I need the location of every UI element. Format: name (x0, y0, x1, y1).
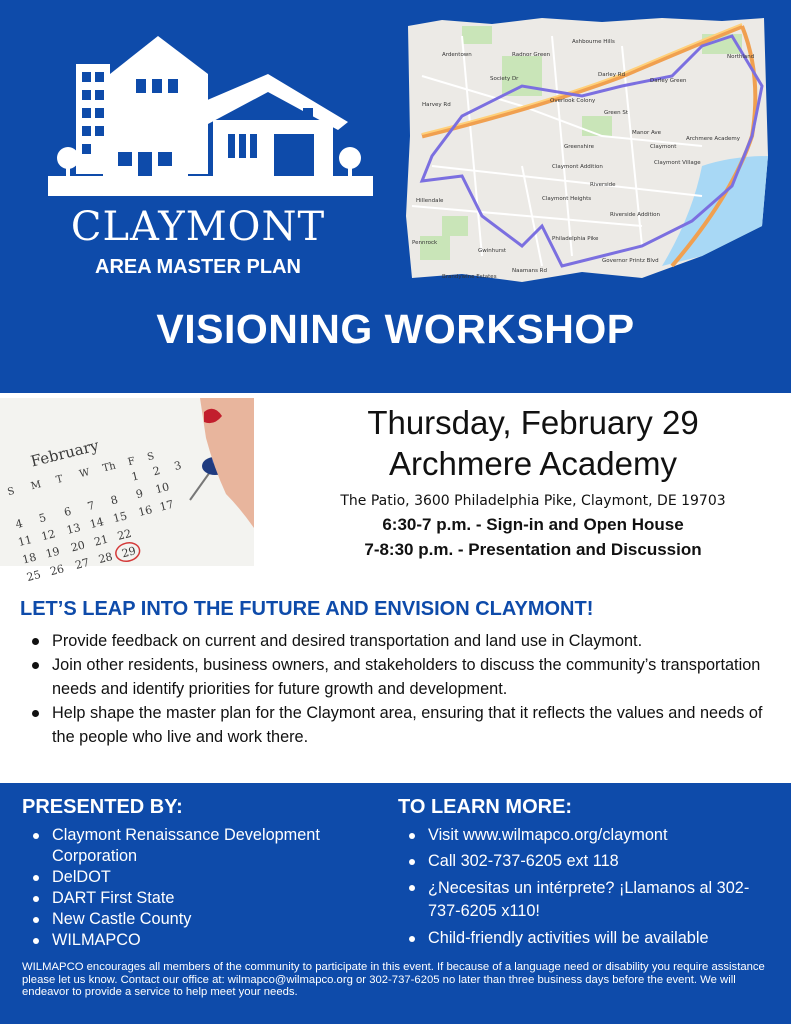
list-item: Claymont Renaissance Development Corporation (30, 825, 380, 867)
calendar-date: 19 (44, 544, 62, 561)
page-headline: VISIONING WORKSHOP (156, 306, 635, 352)
list-item: Provide feedback on current and desired transportation and land use in Claymont. (30, 629, 770, 653)
calendar-date: 20 (69, 538, 87, 555)
list-item: New Castle County (30, 909, 380, 930)
map-label: Brandywine Estates (442, 274, 497, 280)
map-label: Overlook Colony (550, 98, 596, 104)
map-label: Manor Ave (632, 130, 662, 136)
intro-heading: LET’S LEAP INTO THE FUTURE AND ENVISION CLAYMONT! (20, 598, 594, 620)
calendar-date: 28 (97, 550, 114, 567)
map-label: Riverside (590, 182, 616, 188)
map-label: Hillendale (416, 198, 444, 204)
calendar-date: 2 (151, 464, 162, 479)
calendar-date: 14 (88, 515, 106, 532)
event-address: The Patio, 3600 Philadelphia Pike, Claymont, DE 19703 (340, 493, 726, 509)
event-time-signin: 6:30-7 p.m. - Sign-in and Open House (382, 515, 684, 534)
brand-title: CLAYMONT (70, 204, 326, 250)
map-label: Radnor Green (512, 52, 551, 58)
map-label: Riverside Addition (610, 212, 660, 218)
calendar-weekday: Th (101, 460, 117, 475)
calendar-date: 1 (130, 469, 141, 484)
calendar-date: 13 (65, 520, 82, 537)
list-item: DelDOT (30, 867, 380, 888)
map-label: Society Dr (490, 76, 519, 82)
list-item: WILMAPCO (30, 930, 380, 951)
calendar-date: 29 (120, 544, 138, 561)
calendar-weekday: S (146, 450, 156, 464)
map-label: Philadelphia Pike (552, 236, 599, 242)
calendar-date: 7 (86, 498, 96, 514)
map-label: Ashbourne Hills (572, 39, 615, 45)
event-time-presentation: 7-8:30 p.m. - Presentation and Discussion (364, 540, 702, 559)
list-item: Child-friendly activities will be available (406, 928, 776, 949)
list-item: DART First State (30, 888, 380, 909)
presented-by-heading: PRESENTED BY: (22, 796, 183, 818)
website-link[interactable]: Visit www.wilmapco.org/claymont (406, 825, 776, 846)
houses-skyline-icon (48, 34, 373, 196)
calendar-date: 17 (158, 497, 176, 514)
calendar-weekday: S (6, 485, 16, 499)
calendar-date: 4 (14, 516, 25, 532)
calendar-date: 3 (172, 458, 183, 473)
calendar-date: 9 (134, 486, 145, 502)
map-label: Gwinhurst (478, 248, 507, 254)
intro-list (30, 629, 770, 749)
list-item: Help shape the master plan for the Claymont area, ensuring that it reflects the values and needs of the people who live and work there. (30, 701, 770, 749)
map-label: Green St (604, 110, 629, 116)
calendar-photo (0, 398, 254, 584)
presenter-list (30, 825, 380, 951)
calendar-month: February (28, 436, 101, 471)
map-label: Darley Rd (598, 72, 626, 78)
map-label: Naamans Rd (512, 268, 547, 274)
calendar-date: 26 (48, 562, 66, 579)
phone-link[interactable]: Call 302-737-6205 ext 118 (406, 851, 776, 872)
learn-more-list (406, 825, 776, 949)
calendar-date: 21 (92, 532, 110, 549)
calendar-date: 15 (111, 509, 129, 526)
calendar-date: 25 (25, 567, 43, 584)
calendar-date: 8 (109, 493, 120, 508)
event-day: Thursday, February 29 (367, 404, 699, 441)
map-label: Claymont Addition (552, 164, 603, 170)
calendar-weekday: W (78, 467, 91, 481)
accessibility-notice: WILMAPCO encourages all members of the community to participate in this event. If because of a language need or disability you require assistance please let us know. Contact our office at: wilmapco@wilmapco.org or 302-737-6205 no later than three business days before the event. We will endeavor to provide a service to help meet your needs. (22, 961, 765, 998)
list-item: Join other residents, business owners, and stakeholders to discuss the community’s transportation needs and identify priorities for future growth and development. (30, 653, 770, 701)
calendar-date: 22 (116, 526, 133, 543)
calendar-date: 6 (62, 504, 73, 520)
calendar-weekday: F (126, 455, 137, 469)
map-label: Darley Green (650, 78, 687, 84)
map-label: Ardentown (442, 52, 472, 58)
map-label: Claymont (650, 144, 677, 150)
map-label: Claymont Village (654, 160, 701, 166)
calendar-weekday: T (55, 473, 65, 487)
calendar-weekday: M (29, 479, 43, 493)
calendar-date: 18 (21, 550, 38, 567)
map-label: Archmere Academy (686, 136, 740, 142)
map-label: Northland (727, 54, 755, 60)
map-label: Claymont Heights (542, 196, 592, 202)
header-banner (0, 0, 791, 393)
calendar-date: 16 (136, 503, 154, 520)
calendar-date: 12 (39, 527, 57, 544)
calendar-date: 5 (37, 510, 48, 526)
map-label: Greenshire (564, 144, 595, 150)
interpreter-info: ¿Necesitas un intérprete? ¡Llamanos al 302-737-6205 x110! (406, 877, 776, 923)
calendar-date: 10 (153, 480, 171, 497)
map-label: Pennrock (412, 240, 438, 246)
learn-more-heading: TO LEARN MORE: (398, 796, 573, 818)
claymont-area-map (402, 16, 770, 286)
event-details (292, 402, 774, 562)
event-venue: Archmere Academy (389, 445, 677, 482)
map-label: Governor Printz Blvd (602, 258, 659, 264)
brand-subtitle: AREA MASTER PLAN (95, 256, 301, 278)
calendar-date: 11 (16, 533, 34, 550)
calendar-date: 27 (73, 555, 91, 572)
map-label: Harvey Rd (422, 102, 451, 108)
